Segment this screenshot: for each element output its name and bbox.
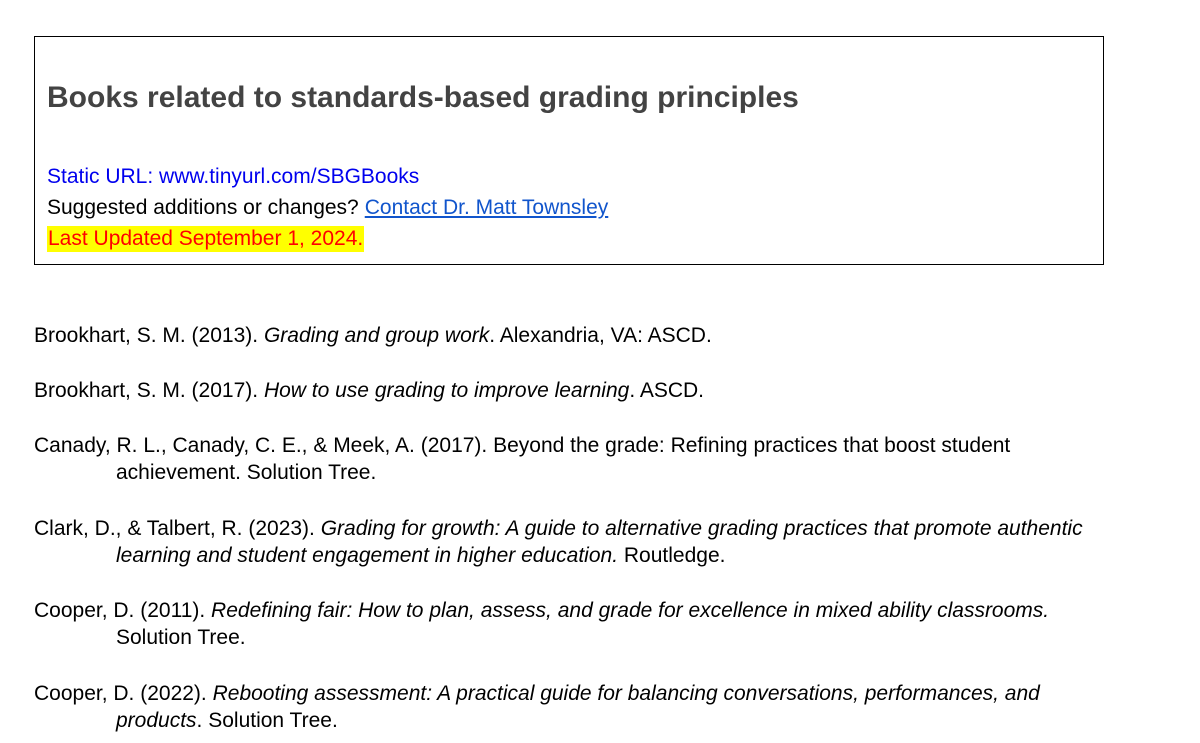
reference-title: How to use grading to improve learning [263, 379, 630, 402]
reference-item [34, 432, 1114, 486]
header-box [34, 36, 1104, 265]
page-title: Books related to standards-based grading principles [47, 81, 799, 114]
reference-item [34, 597, 1114, 651]
reference-title: Grading for growth: A guide to alternative grading practices that promote authentic learning and student engagement in higher education. [116, 517, 1083, 567]
reference-authors: Brookhart, S. M. (2017). [34, 379, 264, 402]
reference-authors: Brookhart, S. M. (2013). [34, 324, 264, 347]
reference-item [34, 377, 1114, 404]
reference-authors: Cooper, D. (2022). [34, 682, 213, 705]
reference-item [34, 515, 1114, 569]
contact-link[interactable]: Contact Dr. Matt Townsley [364, 196, 609, 219]
reference-item [34, 322, 1114, 349]
suggestion-line [47, 195, 608, 221]
reference-publisher: . Alexandria, VA: ASCD. [489, 324, 712, 347]
reference-publisher: . ASCD. [629, 379, 705, 402]
reference-title: Rebooting assessment: A practical guide for balancing conversations, performances, and products [116, 682, 1040, 732]
reference-publisher: Solution Tree. [116, 626, 246, 649]
last-updated-notice: Last Updated September 1, 2024. [48, 227, 364, 250]
reference-authors: Cooper, D. (2011). [34, 599, 212, 622]
reference-title: Redefining fair: How to plan, assess, and grade for excellence in mixed ability classrooms. [211, 599, 1050, 622]
static-url-text: Static URL: www.tinyurl.com/SBGBooks [47, 165, 420, 188]
suggestion-prompt: Suggested additions or changes? [47, 196, 359, 219]
reference-title: Grading and group work [263, 324, 490, 347]
reference-publisher: . Solution Tree. [196, 709, 338, 732]
reference-authors: Canady, R. L., Canady, C. E., & Meek, A. (2017). Beyond the grade: Refining practices that boost student achievement. Solution Tree. [34, 434, 1011, 484]
reference-item [34, 680, 1114, 734]
reference-authors: Clark, D., & Talbert, R. (2023). [34, 517, 321, 540]
reference-publisher: Routledge. [618, 544, 726, 567]
